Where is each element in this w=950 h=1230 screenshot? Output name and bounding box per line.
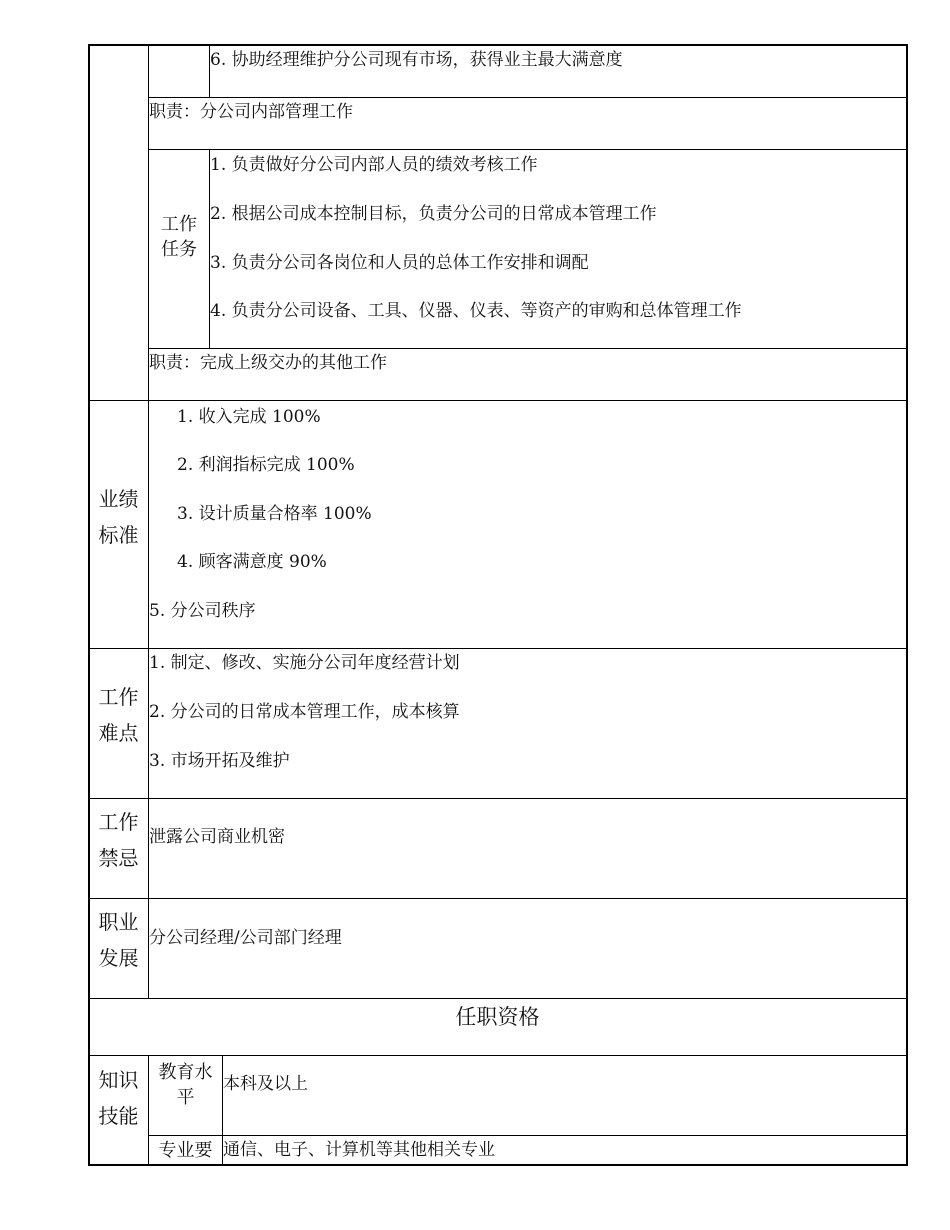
major-label: 专业要 [158, 1140, 213, 1161]
list-item: 1. 收入完成 100% [177, 407, 321, 427]
list-item: 2. 利润指标完成 100% [177, 455, 355, 475]
list-item: 3. 市场开拓及维护 [149, 751, 290, 771]
duty-internal-heading: 职责：分公司内部管理工作 [149, 102, 353, 122]
list-item: 5. 分公司秩序 [149, 601, 256, 621]
list-item: 2. 根据公司成本控制目标，负责分公司的日常成本管理工作 [210, 204, 657, 224]
task-label: 工作 任务 [161, 214, 197, 260]
education-value: 本科及以上 [223, 1074, 308, 1094]
major-value: 通信、电子、计算机等其他相关专业 [223, 1140, 495, 1160]
list-item: 4. 顾客满意度 90% [177, 552, 327, 572]
difficulties-label: 工作 难点 [98, 685, 139, 745]
taboos-text: 泄露公司商业机密 [149, 827, 285, 847]
list-item: 3. 设计质量合格率 100% [177, 504, 372, 524]
taboos-label: 工作 禁忌 [98, 810, 139, 870]
list-item: 1. 制定、修改、实施分公司年度经营计划 [149, 653, 460, 673]
list-item: 2. 分公司的日常成本管理工作，成本核算 [149, 702, 460, 722]
list-item: 3. 负责分公司各岗位和人员的总体工作安排和调配 [210, 253, 589, 273]
education-label: 教育水 平 [158, 1062, 213, 1108]
knowledge-skills-label: 知识 技能 [98, 1068, 139, 1128]
list-item: 1. 负责做好分公司内部人员的绩效考核工作 [210, 155, 538, 175]
performance-label: 业绩 标准 [98, 487, 139, 547]
duty-other-heading: 职责：完成上级交办的其他工作 [149, 353, 387, 373]
task-6-text: 6. 协助经理维护分公司现有市场，获得业主最大满意度 [210, 50, 623, 70]
career-label: 职业 发展 [98, 910, 139, 970]
qualification-title: 任职资格 [455, 1005, 540, 1029]
career-text: 分公司经理/公司部门经理 [149, 928, 342, 948]
list-item: 4. 负责分公司设备、工具、仪器、仪表、等资产的审购和总体管理工作 [210, 301, 742, 321]
